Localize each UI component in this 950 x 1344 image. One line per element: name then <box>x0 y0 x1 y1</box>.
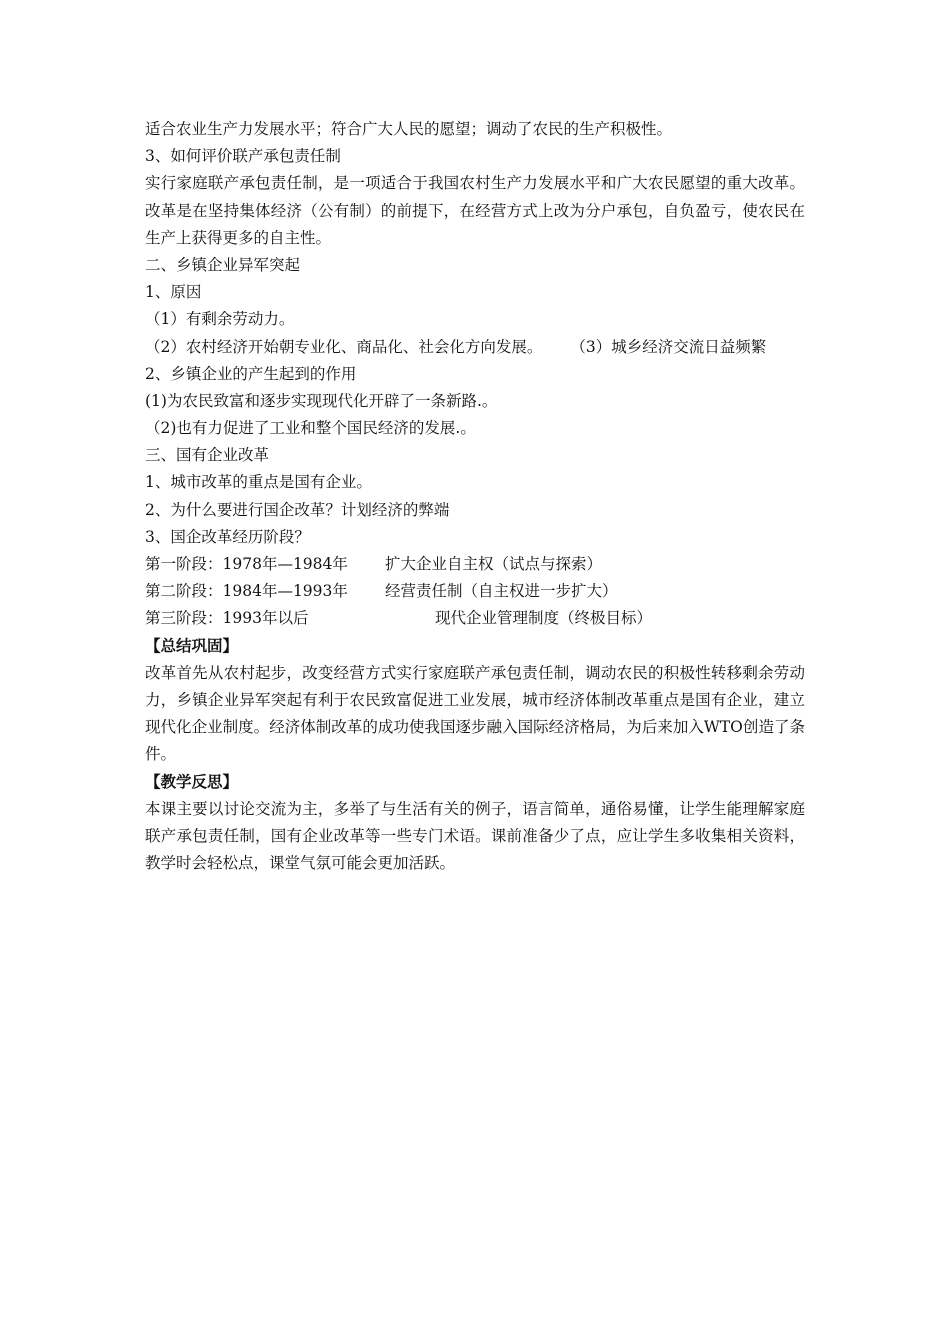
stage-desc: 扩大企业自主权（试点与探索） <box>385 555 603 574</box>
stage-row <box>145 605 805 632</box>
soe-line-3: 3、国企改革经历阶段？ <box>145 527 310 546</box>
section-title-township: 二、乡镇企业异军突起 <box>145 255 301 274</box>
subheading-role: 2、乡镇企业的产生起到的作用 <box>145 364 357 383</box>
soe-line-1: 1、城市改革的重点是国有企业。 <box>145 473 372 492</box>
reason-item-1: （1）有剩余劳动力。 <box>145 310 295 329</box>
role-item-1: (1)为农民致富和逐步实现现代化开辟了一条新路.。 <box>145 391 498 410</box>
reflection-paragraph: 本课主要以讨论交流为主，多举了与生活有关的例子，语言简单，通俗易懂，让学生能理解家庭联产承包责任制，国有企业改革等一些专门术语。课前准备少了点，应让学生多收集相关资料，教学时会轻松点，课堂气氛可能会更加活跃。 <box>145 799 805 873</box>
reason-row-2-3 <box>145 334 805 361</box>
reason-item-3: （3）城乡经济交流日益频繁 <box>570 337 767 356</box>
stage-period: 第一阶段：1978年—1984年 <box>145 555 348 574</box>
subheading-evaluate: 3、如何评价联产承包责任制 <box>145 147 341 166</box>
stage-row <box>145 551 805 578</box>
reason-item-2: （2）农村经济开始朝专业化、商品化、社会化方向发展。 <box>145 337 543 356</box>
summary-paragraph: 改革首先从农村起步，改变经营方式实行家庭联产承包责任制，调动农民的积极性转移剩余劳动力，乡镇企业异军突起有利于农民致富促进工业发展，城市经济体制改革重点是国有企业，建立现代化企业制度。经济体制改革的成功使我国逐步融入国际经济格局，为后来加入WTO创造了条件。 <box>145 663 805 764</box>
stage-desc: 经营责任制（自主权进一步扩大） <box>385 582 618 601</box>
stage-period: 第二阶段：1984年—1993年 <box>145 582 348 601</box>
reflection-heading: 【教学反思】 <box>145 772 239 791</box>
text-line: 适合农业生产力发展水平；符合广大人民的愿望；调动了农民的生产积极性。 <box>145 120 673 138</box>
subheading-reasons: 1、原因 <box>145 283 202 302</box>
summary-heading: 【总结巩固】 <box>145 636 239 655</box>
stage-row <box>145 578 805 605</box>
role-item-2: （2)也有力促进了工业和整个国民经济的发展.。 <box>145 419 476 438</box>
stage-period: 第三阶段：1993年以后 <box>145 609 309 628</box>
stage-desc: 现代企业管理制度（终极目标） <box>435 609 653 628</box>
paragraph-evaluation: 实行家庭联产承包责任制，是一项适合于我国农村生产力发展水平和广大农民愿望的重大改革。改革是在坚持集体经济（公有制）的前提下，在经营方式上改为分户承包，自负盈亏，使农民在生产上获得更多的自主性。 <box>145 174 805 247</box>
document-body <box>145 116 805 877</box>
section-title-soe: 三、国有企业改革 <box>145 446 270 465</box>
soe-line-2: 2、为什么要进行国企改革？计划经济的弊端 <box>145 500 450 519</box>
